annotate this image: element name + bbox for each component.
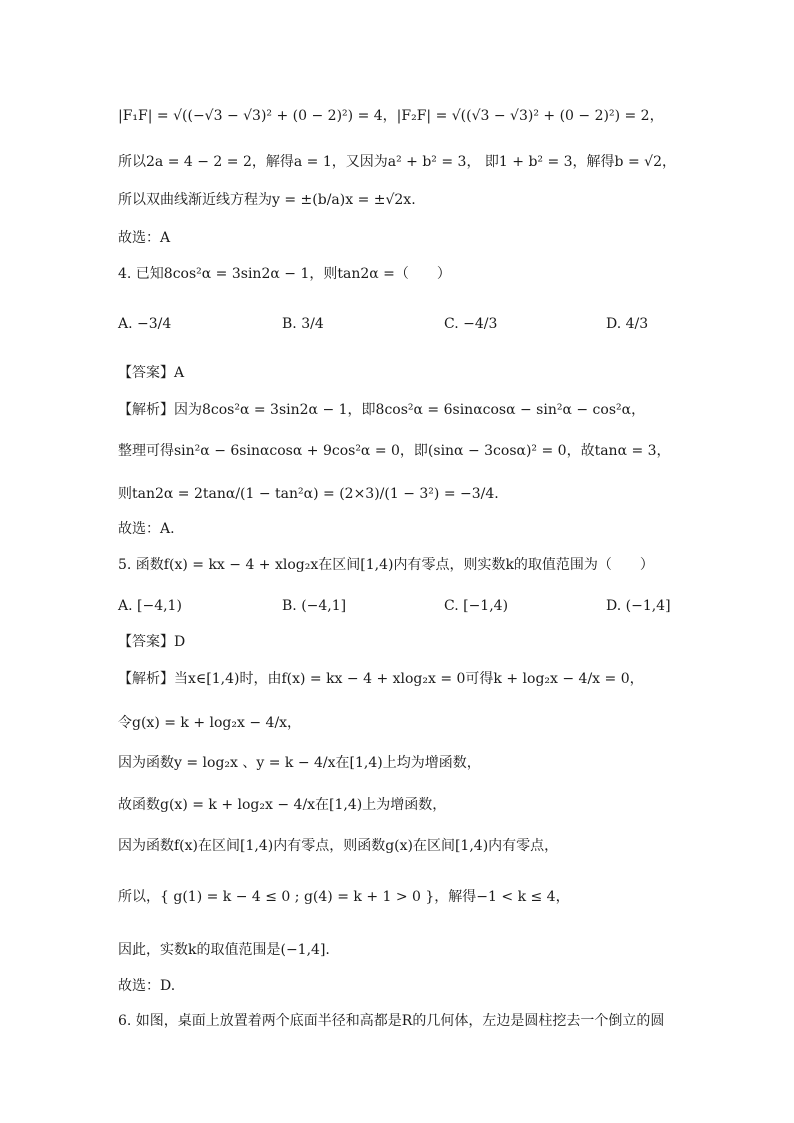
- q5-analysis-3: 因为函数y = log₂x 、y = k − 4/x在[1,4)上均为增函数，: [118, 755, 481, 771]
- solution-line-a-b: 所以2a = 4 − 2 = 2，解得a = 1，又因为a² + b² = 3， 即1 + b² = 3，解得b = √2，: [118, 154, 676, 170]
- q5-option-a: A. [−4,1): [118, 598, 182, 614]
- q5-option-d: D. (−1,4]: [606, 598, 671, 614]
- q4-option-b: B. 3/4: [282, 316, 324, 332]
- q5-option-b: B. (−4,1]: [282, 598, 347, 614]
- question-6: 6. 如图，桌面上放置着两个底面半径和高都是R的几何体，左边是圆柱挖去一个倒立的圆: [118, 1013, 665, 1029]
- q4-option-a: A. −3/4: [118, 316, 172, 332]
- q4-analysis-1: 【解析】因为8cos²α = 3sin2α − 1，即8cos²α = 6sinαcosα − sin²α − cos²α，: [118, 402, 646, 418]
- q5-analysis-2: 令g(x) = k + log₂x − 4/x，: [118, 715, 302, 731]
- question-5: 5. 函数f(x) = kx − 4 + xlog₂x在区间[1,4)内有零点，则实数k的取值范围为（ ）: [118, 557, 654, 573]
- solution-choice-3: 故选：A: [118, 230, 171, 246]
- q4-option-d: D. 4/3: [606, 316, 649, 332]
- question-4: 4. 已知8cos²α = 3sin2α − 1，则tan2α =（ ）: [118, 266, 451, 282]
- q5-option-c: C. [−1,4): [444, 598, 509, 614]
- q5-analysis-5: 因为函数f(x)在区间[1,4)内有零点，则函数g(x)在区间[1,4)内有零点，: [118, 838, 559, 854]
- q5-analysis-6: 所以，{ g(1) = k − 4 ≤ 0 ; g(4) = k + 1 > 0 }，解得−1 < k ≤ 4，: [118, 889, 570, 905]
- q4-analysis-3: 则tan2α = 2tanα/(1 − tan²α) = (2×3)/(1 − 3²) = −3/4.: [118, 486, 499, 502]
- q5-choice: 故选：D.: [118, 978, 176, 994]
- q5-analysis-7: 因此，实数k的取值范围是(−1,4].: [118, 942, 330, 958]
- solution-line-asymptote: 所以双曲线渐近线方程为y = ±(b/a)x = ±√2x.: [118, 192, 416, 208]
- q5-analysis-4: 故函数g(x) = k + log₂x − 4/x在[1,4)上为增函数，: [118, 797, 447, 813]
- q5-analysis-1: 【解析】当x∈[1,4)时，由f(x) = kx − 4 + xlog₂x = 0可得k + log₂x − 4/x = 0，: [118, 671, 644, 687]
- solution-line-distances: |F₁F| = √((−√3 − √3)² + (0 − 2)²) = 4，|F₂F| = √((√3 − √3)² + (0 − 2)²) = 2，: [118, 108, 664, 124]
- q4-choice: 故选：A.: [118, 521, 175, 537]
- q4-answer: 【答案】A: [118, 365, 185, 381]
- q5-answer: 【答案】D: [118, 634, 186, 650]
- q4-analysis-2: 整理可得sin²α − 6sinαcosα + 9cos²α = 0，即(sinα − 3cosα)² = 0，故tanα = 3，: [118, 443, 671, 459]
- q4-option-c: C. −4/3: [444, 316, 498, 332]
